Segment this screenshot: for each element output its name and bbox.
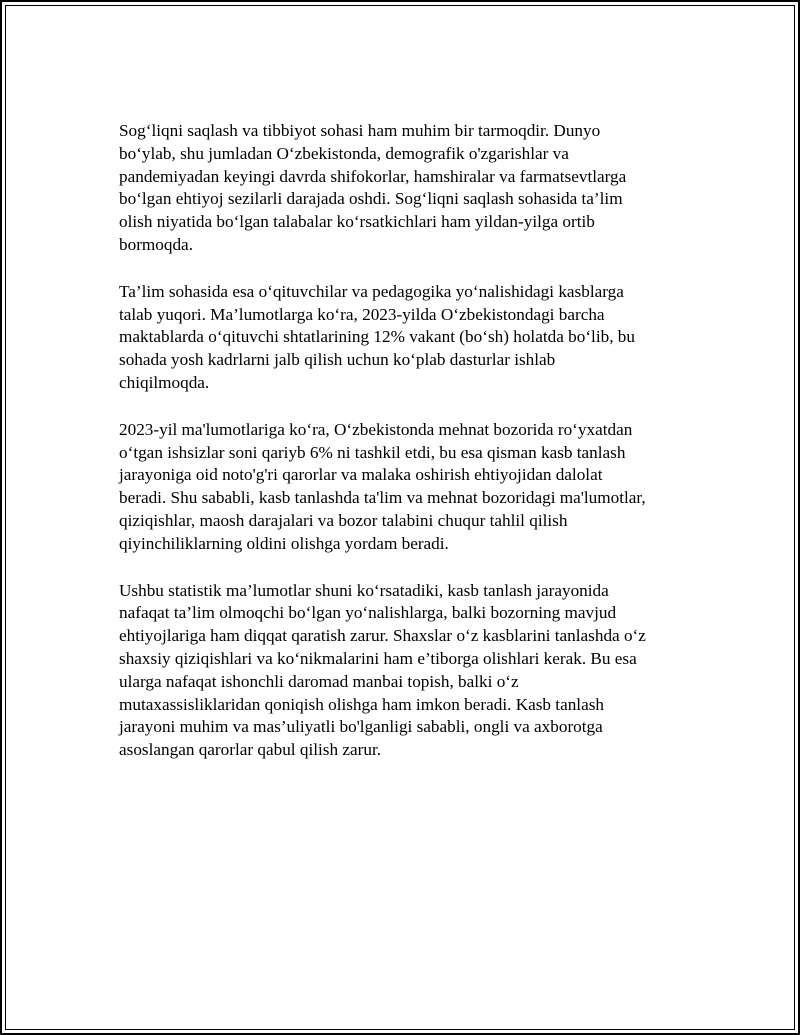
paragraph-healthcare: Sog‘liqni saqlash va tibbiyot sohasi ham muhim bir tarmoqdir. Dunyo bo‘ylab, shu jumladan O‘zbekistonda, demografik o'zgarishlar va pandemiyadan keyingi davrda shifokorlar, hamshiralar va farmatsevtlarga bo‘lgan ehtiyoj sezilarli darajada oshdi. Sog‘liqni saqlash sohasida ta’lim olish niyatida bo‘lgan talabalar ko‘rsatkichlari ham yildan-yilga ortib bormoqda. bbox=[119, 121, 627, 254]
paragraph-unemployment: 2023-yil ma'lumotlariga ko‘ra, O‘zbekistonda mehnat bozorida ro‘yxatdan o‘tgan ishsizlar soni qariyb 6% ni tashkil etdi, bu esa qisman kasb tanlash jarayoniga oid noto'g'ri qarorlar va malaka oshirish ehtiyojidan dalolat beradi. Shu sababli, kasb tanlashda ta'lim va mehnat bozoridagi ma'lumotlar, qiziqishlar, maosh darajalari va bozor talabini chuqur tahlil qilish qiyinchiliklarning oldini olishga yordam beradi. bbox=[119, 419, 646, 553]
paragraph-conclusion: Ushbu statistik ma’lumotlar shuni ko‘rsatadiki, kasb tanlash jarayonida nafaqat ta’lim olmoqchi bo‘lgan yo‘nalishlarga, balki bozorning mavjud ehtiyojlariga ham diqqat qaratish zarur. Shaxslar o‘z kasblarini tanlashda o‘z shaxsiy qiziqishlari va ko‘nikmalarini ham e’tiborga olishlari kerak. Bu esa ularga nafaqat ishonchli daromad manbai topish, balki o‘z mutaxassisliklaridan qoniqish olishga ham imkon beradi. Kasb tanlash jarayoni muhim va mas’uliyatli bo'lganligi sababli, ongli va axborotga asoslangan qarorlar qabul qilish zarur. bbox=[119, 580, 646, 760]
document-body bbox=[119, 120, 701, 786]
paragraph-education: Ta’lim sohasida esa o‘qituvchilar va pedagogika yo‘nalishidagi kasblarga talab yuqori. Ma’lumotlarga ko‘ra, 2023-yilda O‘zbekistondagi barcha maktablarda o‘qituvchi shtatlarining 12% vakant (bo‘sh) holatda bo‘lib, bu sohada yosh kadrlarni jalb qilish uchun ko‘plab dasturlar ishlab chiqilmoqda. bbox=[119, 281, 635, 392]
